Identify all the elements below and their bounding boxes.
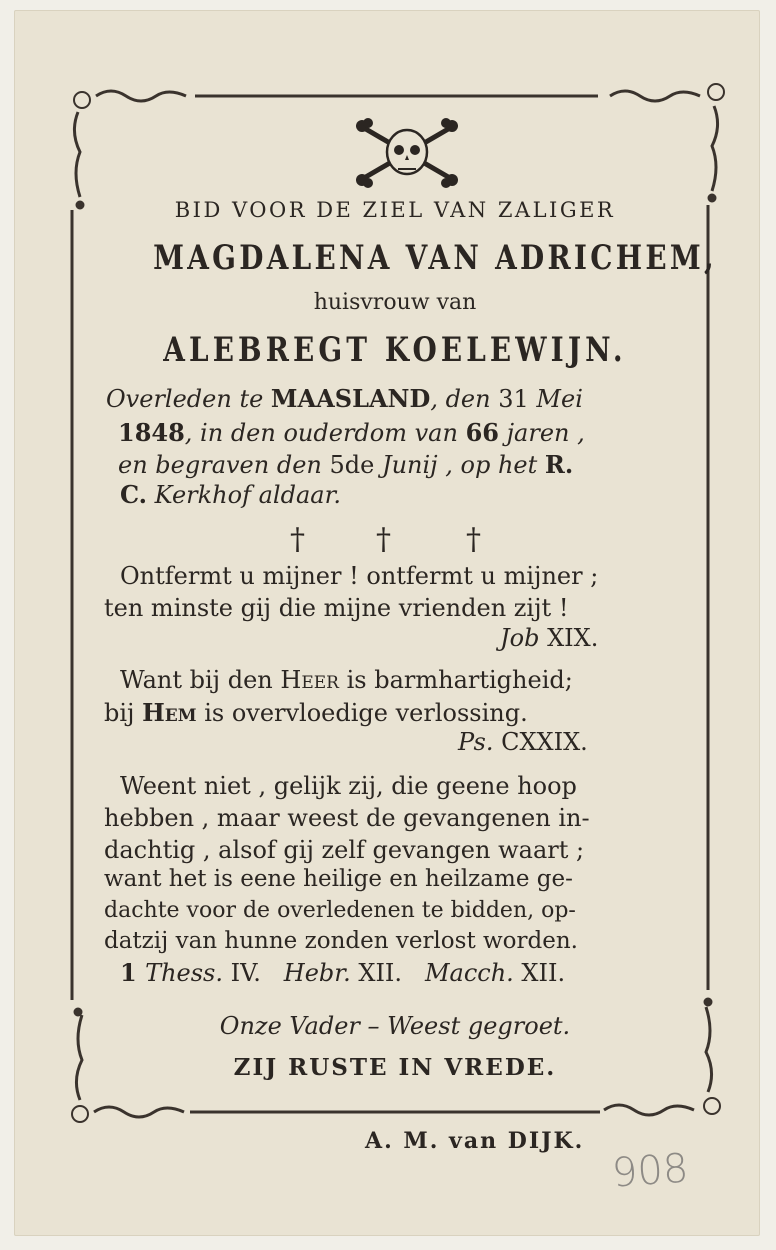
closing-prayer: Onze Vader – Weest gegroet. <box>219 1012 571 1040</box>
verse2-reference: Ps. CXXIX. <box>458 728 588 756</box>
verse3-references: 1 Thess. IV. Hebr. XII. Macch. XII. <box>120 958 566 987</box>
cross-icon: † <box>290 522 305 557</box>
obituary-line-3: en begraven den 5de Junij , op het R. <box>118 450 574 479</box>
deceased-name: MAGDALENA VAN ADRICHEM, <box>153 238 717 278</box>
verse1-line1: Ontfermt u mijner ! ontfermt u mijner ; <box>120 562 599 590</box>
verse3-line2: hebben , maar weest de gevangenen in- <box>104 804 590 832</box>
verse1-line2: ten minste gij die mijne vrienden zijt ! <box>104 594 569 622</box>
obituary-line-4: C. Kerkhof aldaar. <box>120 480 342 509</box>
verse1-reference: Job XIX. <box>500 624 599 652</box>
verse3-line4: want het is eene heilige en heilzame ge- <box>104 866 573 892</box>
rest-in-peace: ZIJ RUSTE IN VREDE. <box>233 1054 557 1081</box>
verse2-line2: bij Hem is overvloedige verlossing. <box>104 698 528 727</box>
verse3-line1: Weent niet , gelijk zij, die geene hoop <box>120 772 577 800</box>
obituary-line-2: 1848, in den ouderdom van 66 jaren , <box>118 418 585 447</box>
verse3-line6: datzij van hunne zonden verlost worden. <box>104 928 578 954</box>
verses <box>100 0 717 1250</box>
cross-icon: † <box>376 522 391 557</box>
obituary-line-1: Overleden te MAASLAND, den 31 Mei <box>106 384 583 413</box>
verse3-line5: dachte voor de overledenen te bidden, op- <box>104 898 576 923</box>
relation-line: huisvrouw van <box>313 290 477 315</box>
heading-prayer-line: BID VOOR DE ZIEL VAN ZALIGER <box>174 198 616 222</box>
pencil-inventory-number: 908 <box>610 1145 690 1197</box>
cross-icon: † <box>466 522 481 557</box>
spouse-name: ALEBREGT KOELEWIJN. <box>163 330 627 370</box>
verse2-line1: Want bij den Heer is barmhartigheid; <box>120 666 573 694</box>
printer-name: A. M. van DIJK. <box>365 1128 585 1154</box>
verse3-line3: dachtig , alsof gij zelf gevangen waart ; <box>104 836 585 864</box>
